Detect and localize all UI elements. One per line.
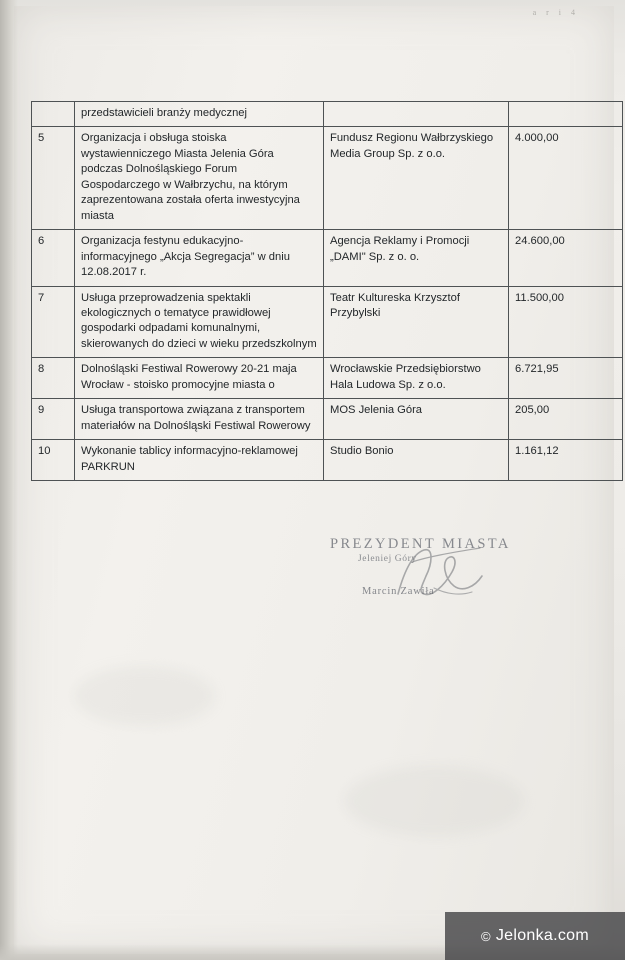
cell-amount: 6.721,95: [509, 358, 623, 399]
cell-amount: 1.161,12: [509, 440, 623, 481]
signature-title: PREZYDENT MIASTA: [330, 536, 511, 552]
table-row: [32, 286, 623, 358]
cell-no: 9: [32, 399, 75, 440]
paper-blotch: [344, 766, 524, 836]
cell-company: MOS Jelenia Góra: [324, 399, 509, 440]
cell-no: 6: [32, 230, 75, 286]
cell-description: Usługa przeprowadzenia spektakli ekologicznych o tematyce prawidłowej gospodarki odpadami komunalnymi, skierowanych do dzieci w wieku przedszkolnym: [75, 286, 324, 358]
cell-description: Organizacja i obsługa stoiska wystawienniczego Miasta Jelenia Góra podczas Dolnośląskiego Forum Gospodarczego w Wałbrzychu, na którym zaprezentowana została oferta inwestycyjna miasta: [75, 127, 324, 230]
cell-no: 5: [32, 127, 75, 230]
table-row: [32, 230, 623, 286]
cell-company: Studio Bonio: [324, 440, 509, 481]
copyright-icon: ©: [480, 928, 491, 944]
cell-company: Teatr Kultureska Krzysztof Przybylski: [324, 286, 509, 358]
cell-no: 10: [32, 440, 75, 481]
signature-subtitle: Jeleniej Góry: [358, 554, 417, 564]
cell-company: Wrocławskie Przedsiębiorstwo Hala Ludowa Sp. z o.o.: [324, 358, 509, 399]
cell-no: 8: [32, 358, 75, 399]
contracts-table: [31, 101, 623, 481]
cell-description: Dolnośląski Festiwal Rowerowy 20-21 maja Wrocław - stoisko promocyjne miasta o: [75, 358, 324, 399]
cell-description: przedstawicieli branży medycznej: [75, 102, 324, 127]
cell-amount: 24.600,00: [509, 230, 623, 286]
table-row-continued: [32, 102, 623, 127]
page-edge-shadow-left: [0, 0, 18, 960]
cell-no: 7: [32, 286, 75, 358]
watermark-badge: [445, 912, 625, 960]
table-row: [32, 358, 623, 399]
table-row: [32, 399, 623, 440]
cell-no: [32, 102, 75, 127]
watermark-text: Jelonka.com: [495, 927, 589, 944]
signature-name: Marcin Zawiła: [362, 586, 435, 597]
cell-description: Wykonanie tablicy informacyjno-reklamowej PARKRUN: [75, 440, 324, 481]
cell-amount: [509, 102, 623, 127]
cell-company: Fundusz Regionu Wałbrzyskiego Media Group Sp. z o.o.: [324, 127, 509, 230]
cell-description: Usługa transportowa związana z transportem materiałów na Dolnośląski Festiwal Rowerowy: [75, 399, 324, 440]
cell-amount: 205,00: [509, 399, 623, 440]
cell-company: Agencja Reklamy i Promocji „DAMI" Sp. z o. o.: [324, 230, 509, 286]
cell-description: Organizacja festynu edukacyjno-informacyjnego „Akcja Segregacja” w dniu 12.08.2017 r.: [75, 230, 324, 286]
cell-amount: 4.000,00: [509, 127, 623, 230]
cell-amount: 11.500,00: [509, 286, 623, 358]
table-row: [32, 127, 623, 230]
paper-blotch: [74, 666, 214, 726]
top-faint-marks: a r i 4: [532, 8, 579, 17]
cell-company: [324, 102, 509, 127]
signature-block: [330, 536, 560, 616]
table-row: [32, 440, 623, 481]
